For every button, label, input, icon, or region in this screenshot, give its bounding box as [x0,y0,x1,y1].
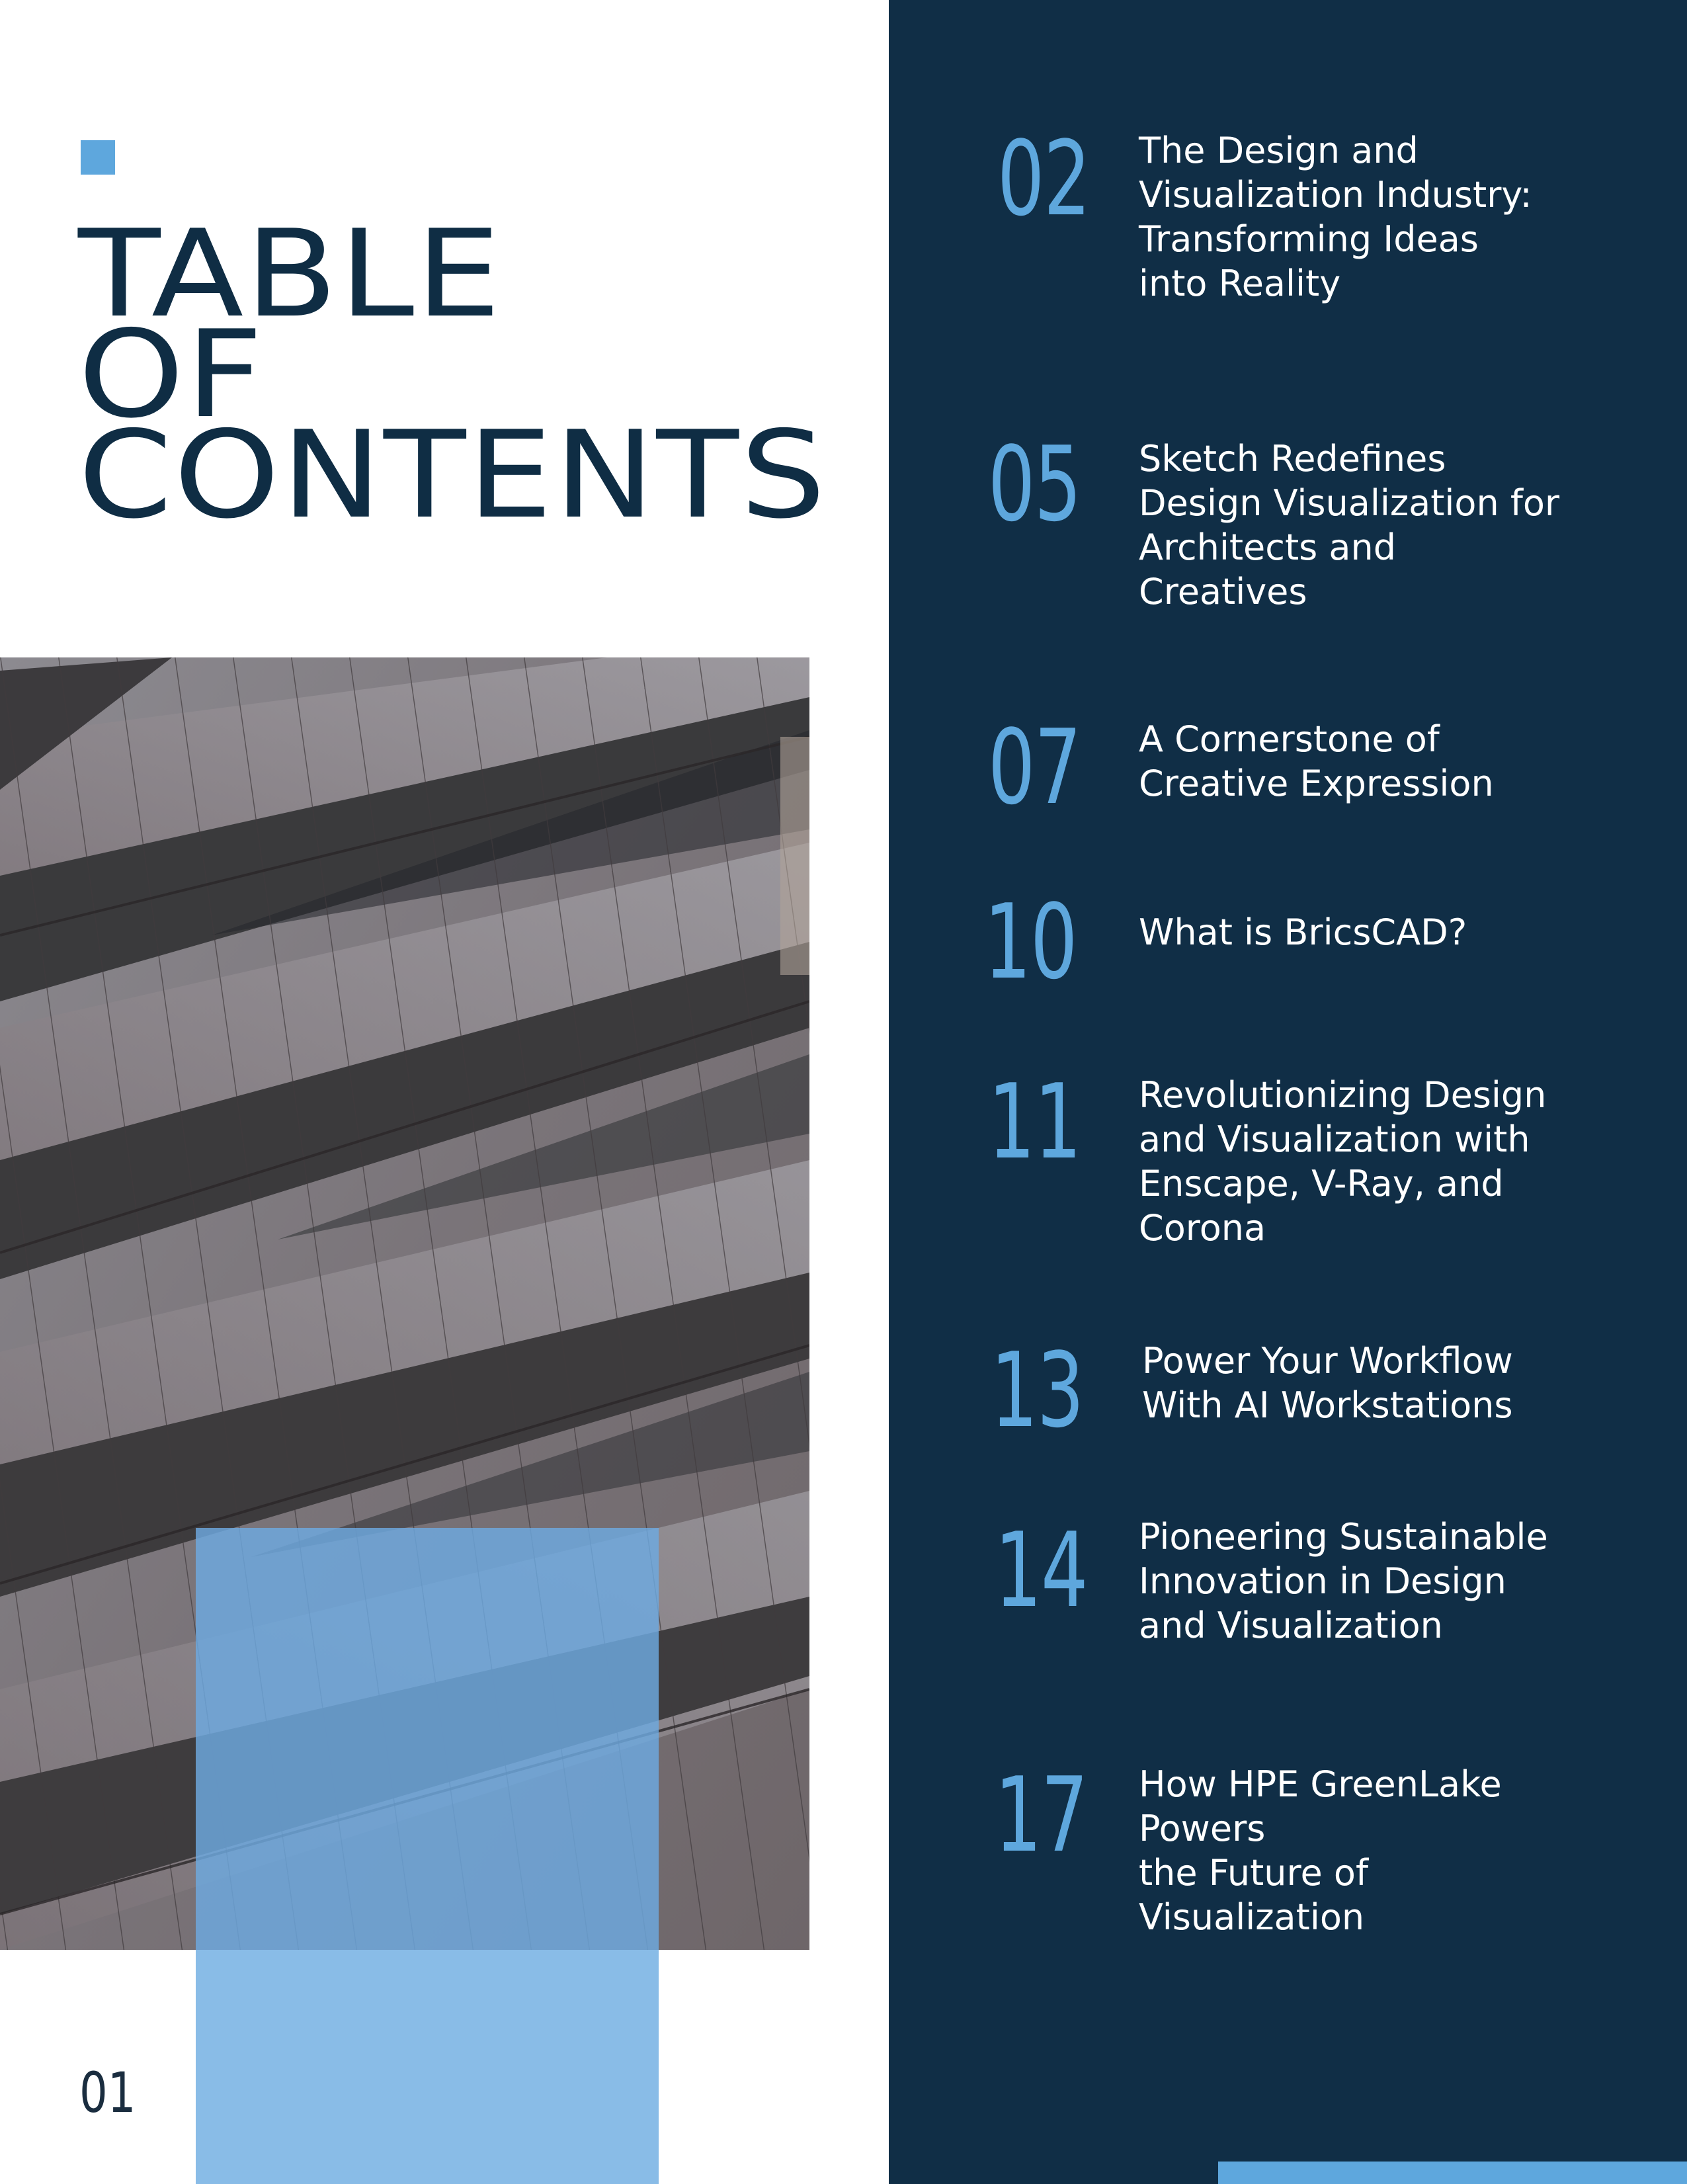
toc-entry-title: How HPE GreenLake Powers the Future of Visualization [1139,1763,1502,1938]
title-line-2: OF [78,304,265,444]
blue-block-lower [196,1950,659,2184]
toc-entry-title: The Design and Visualization Industry: Transforming Ideas into Reality [1139,130,1532,304]
toc-page-number: 10 [984,882,1077,1002]
toc-entry-title: Revolutionizing Design and Visualization with Enscape, V-Ray, and Corona [1139,1074,1547,1249]
toc-page-number: 05 [988,424,1081,544]
accent-bar-bottom [1218,2162,1687,2184]
toc-entry-title: What is BricsCAD? [1139,911,1467,953]
toc-entry-title: A Cornerstone of Creative Expression [1139,718,1494,804]
toc-page-number: 02 [997,118,1090,239]
toc-entry-title: Pioneering Sustainable Innovation in Design and Visualization [1139,1516,1548,1646]
page-title [78,204,827,545]
toc-page-number: 14 [995,1510,1088,1630]
toc-entry-title: Power Your Workflow With AI Workstations [1142,1340,1513,1426]
toc-panel [889,0,1687,2184]
title-line-3: CONTENTS [78,405,827,545]
toc-page-number: 13 [991,1330,1084,1450]
title-line-1: TABLE [78,204,503,344]
toc-page-number: 17 [995,1755,1088,1875]
page-number: 01 [79,2060,136,2125]
toc-page-number: 11 [988,1062,1081,1182]
accent-square [81,140,115,175]
toc-page-number: 07 [988,707,1081,827]
blue-overlay-block [196,1528,659,1950]
toc-entry-title: Sketch Redefines Design Visualization for Architects and Creatives [1139,438,1560,612]
